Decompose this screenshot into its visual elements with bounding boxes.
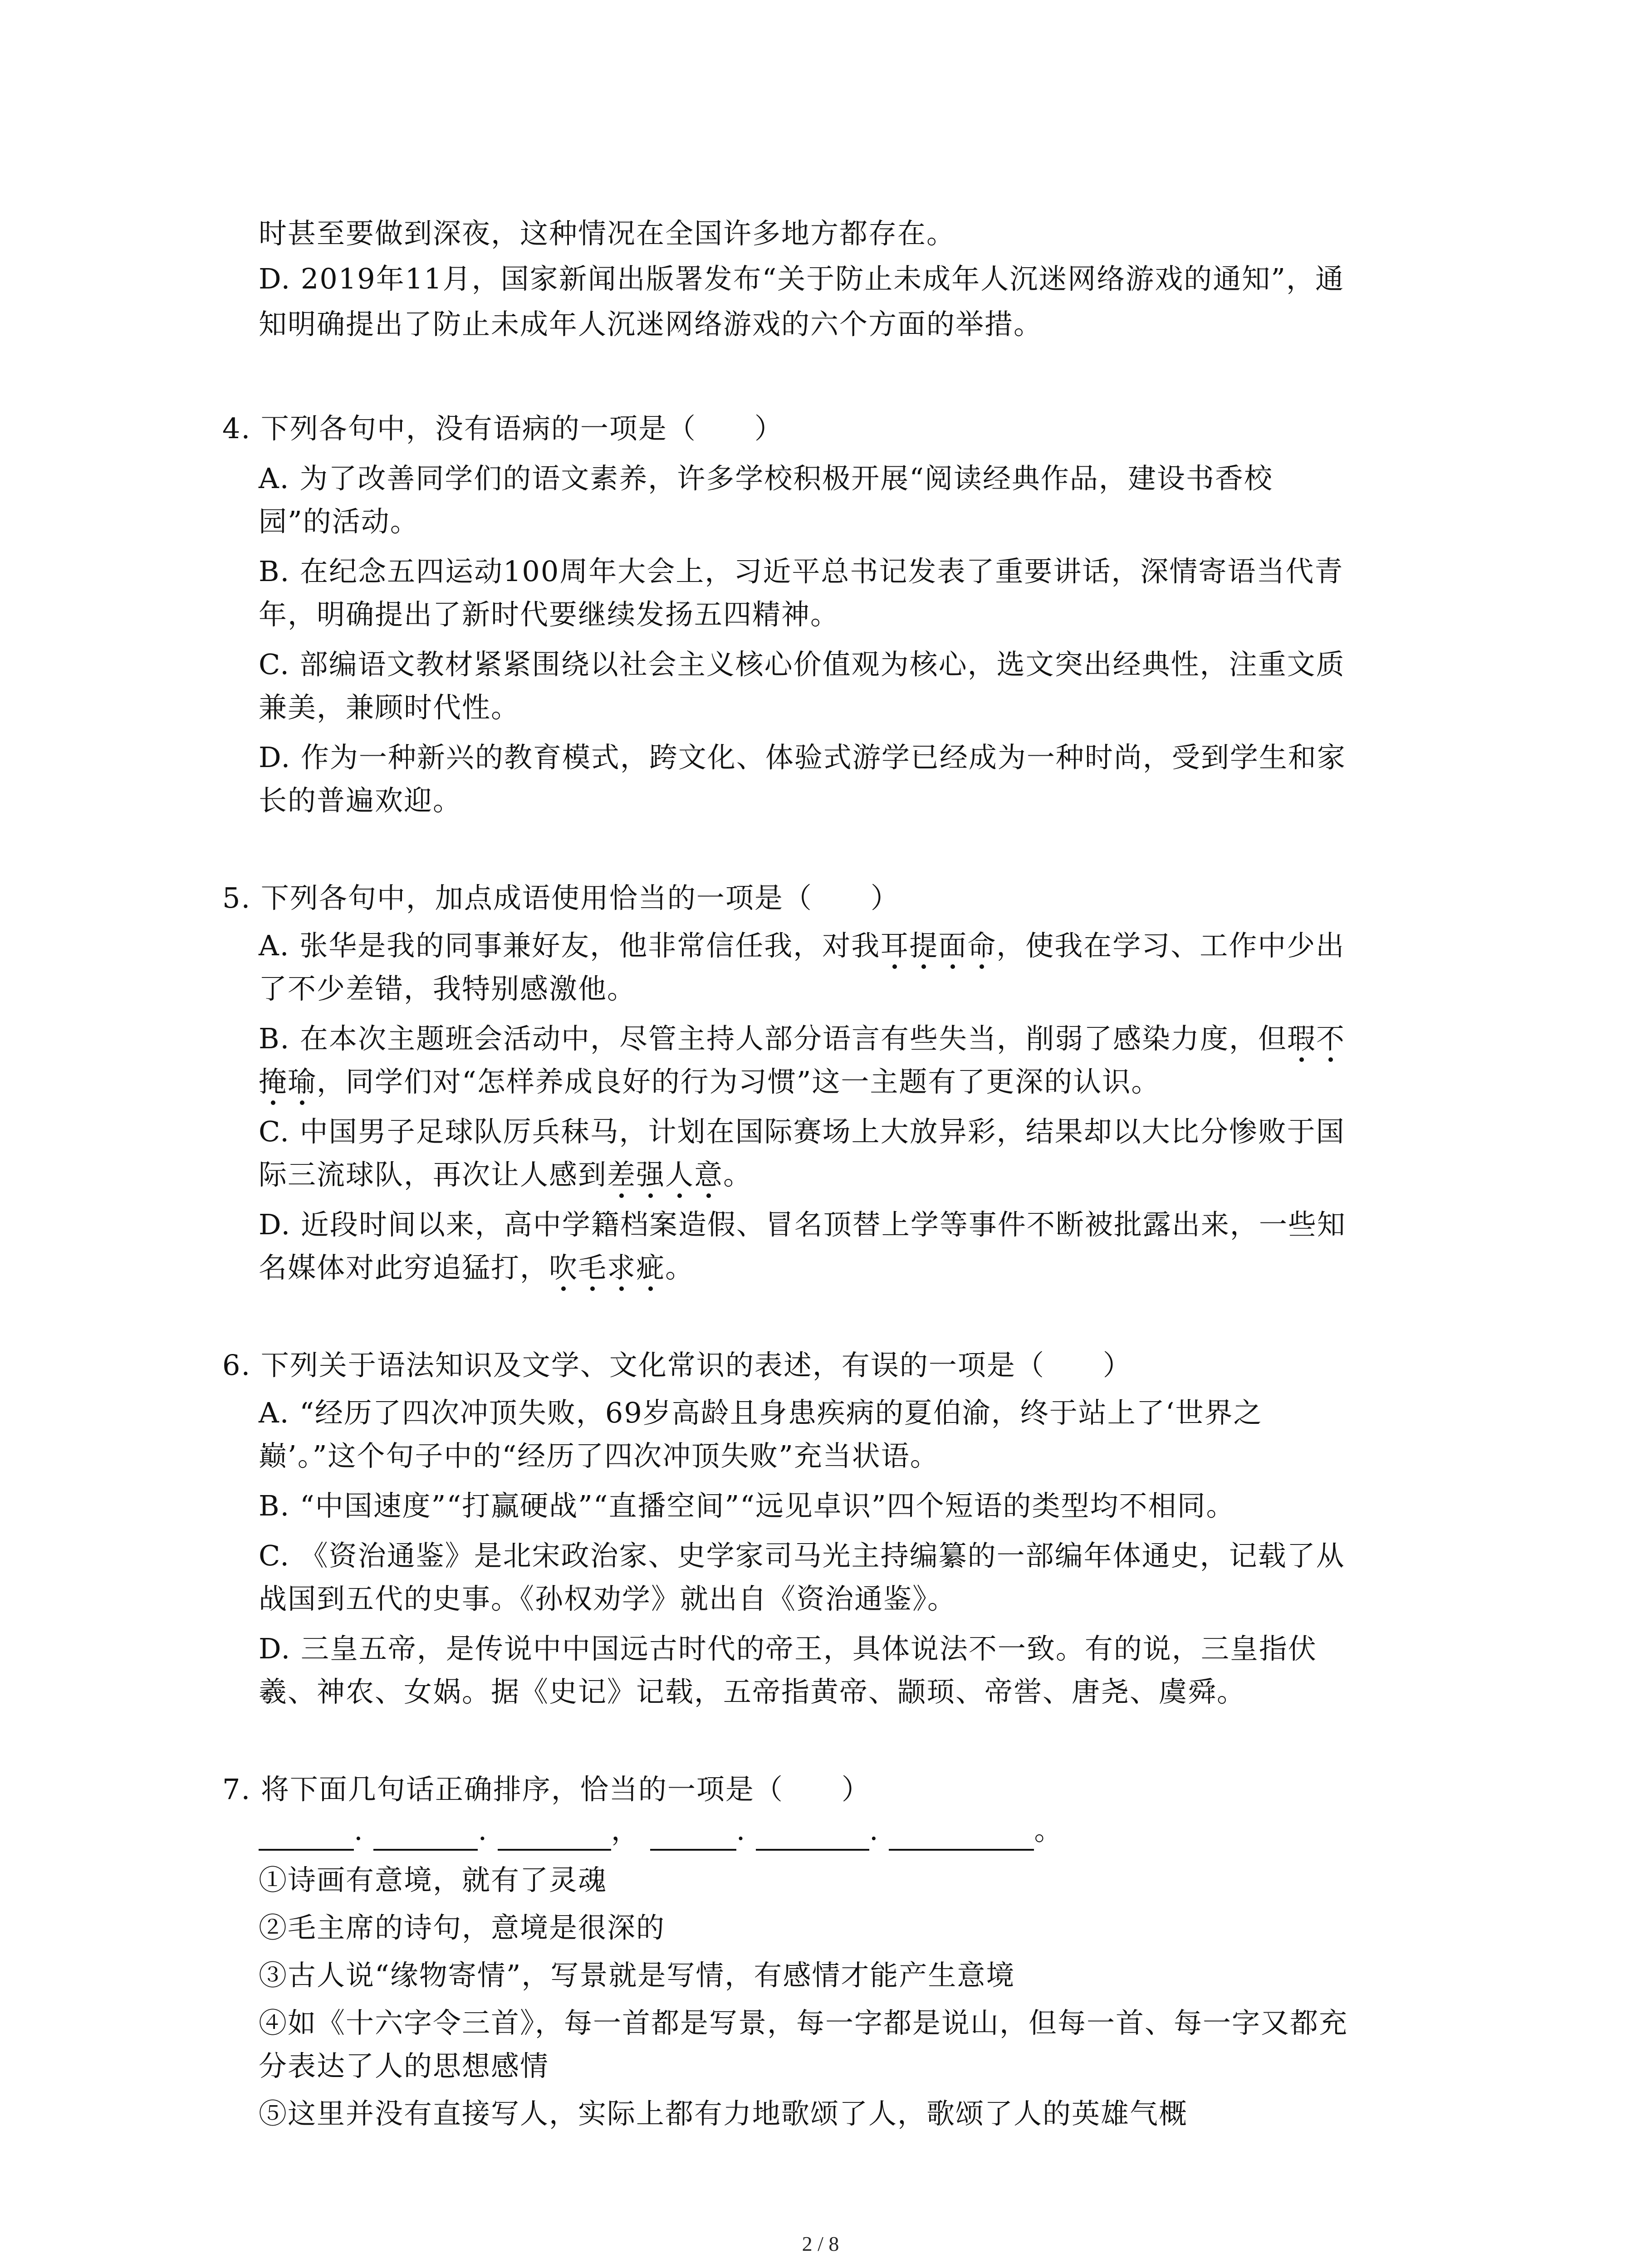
q6-option-d-line1: D. 三皇五帝，是传说中中国远古时代的帝王，具体说法不一致。有的说，三皇指伏: [259, 1632, 1317, 1665]
q5-option-a-line1: [259, 925, 1345, 966]
q7-sentence-5: ⑤这里并没有直接写人，实际上都有力地歌颂了人，歌颂了人的英雄气概: [259, 2097, 1188, 2130]
q5-a-text-pre: A. 张华是我的同事兼好友，他非常信任我，对我: [259, 929, 881, 962]
q7-sentence-4-line2: 分表达了人的思想感情: [259, 2049, 549, 2082]
q5-option-b-line1: [259, 1018, 1345, 1059]
q4-option-b-line2: 年，明确提出了新时代要继续发扬五四精神。: [259, 598, 840, 631]
q5-c-text-pre: 际三流球队，再次让人感到: [259, 1158, 607, 1191]
q4-option-a-line1: A. 为了改善同学们的语文素养，许多学校积极开展“阅读经典作品，建设书香校: [259, 462, 1273, 495]
q6-option-a-line2: 巅’。”这个句子中的“经历了四次冲顶失败”充当状语。: [259, 1439, 939, 1472]
q4-option-d-line1: D. 作为一种新兴的教育模式，跨文化、体验式游学已经成为一种时尚，受到学生和家: [259, 741, 1346, 774]
emphasis-char: 差: [607, 1154, 636, 1195]
q7-sentence-2: ②毛主席的诗句，意境是很深的: [259, 1911, 666, 1944]
page-number: 2 / 8: [802, 2232, 839, 2255]
answer-blank: [498, 1822, 611, 1851]
emphasis-char: 瑕: [1287, 1018, 1316, 1059]
answer-blank: [259, 1822, 354, 1851]
q7-sentence-4-line1: ④如《十六字令三首》，每一首都是写景，每一字都是说山，但每一首、每一字又都充: [259, 2006, 1348, 2039]
answer-blank: [889, 1822, 1034, 1851]
emphasis-char: 毛: [578, 1247, 607, 1288]
q5-d-text-post: 。: [665, 1251, 695, 1284]
emphasis-char: 耳: [880, 925, 909, 966]
emphasis-char: 命: [967, 925, 996, 966]
emphasis-char: 强: [636, 1154, 665, 1195]
q3-option-c-tail: 时甚至要做到深夜，这种情况在全国许多地方都存在。: [259, 217, 956, 250]
emphasis-char: 不: [1316, 1018, 1345, 1059]
answer-blank: [373, 1822, 478, 1851]
q4-option-b-line1: B. 在纪念五四运动100周年大会上，习近平总书记发表了重要讲话，深情寄语当代青: [259, 555, 1344, 588]
q5-option-d-line1: D. 近段时间以来，高中学籍档案造假、冒名顶替上学等事件不断被批露出来，一些知: [259, 1208, 1346, 1241]
q3-option-d-line2: 知明确提出了防止未成年人沉迷网络游戏的六个方面的举措。: [259, 308, 1043, 341]
q5-option-b-line2: [259, 1061, 1160, 1102]
q5-option-d-line2: [259, 1247, 694, 1288]
q6-option-a-line1: A. “经历了四次冲顶失败，69岁高龄且身患疾病的夏伯渝，终于站上了‘世界之: [259, 1396, 1263, 1429]
q5-b-text-pre: B. 在本次主题班会活动中，尽管主持人部分语言有些失当，削弱了感染力度，但: [259, 1022, 1287, 1055]
emphasis-char: 疵: [636, 1247, 665, 1288]
blank-separator: ，: [611, 1813, 640, 1847]
answer-blank: [756, 1822, 869, 1851]
blank-separator: .: [869, 1813, 879, 1847]
blank-separator: .: [736, 1813, 746, 1847]
q5-stem: 5. 下列各句中，加点成语使用恰当的一项是（ ）: [222, 881, 900, 914]
q5-b-text-post: ，同学们对“怎样养成良好的行为习惯”这一主题有了更深的认识。: [317, 1065, 1161, 1098]
q5-d-text-pre: 名媒体对此穷追猛打，: [259, 1251, 549, 1284]
emphasis-char: 意: [694, 1154, 723, 1195]
emphasis-char: 面: [938, 925, 967, 966]
q3-option-d-line1: D. 2019年11月，国家新闻出版署发布“关于防止未成年人沉迷网络游戏的通知”，通: [259, 262, 1344, 295]
q6-option-d-line2: 羲、神农、女娲。据《史记》记载，五帝指黄帝、颛顼、帝喾、唐尧、虞舜。: [259, 1675, 1246, 1708]
emphasis-char: 求: [607, 1247, 636, 1288]
blank-separator: .: [478, 1813, 488, 1847]
answer-blank: [650, 1822, 736, 1851]
q5-option-a-line2: 了不少差错，我特别感激他。: [259, 972, 637, 1005]
q5-c-text-post: 。: [723, 1158, 753, 1191]
q4-option-a-line2: 园”的活动。: [259, 505, 419, 538]
q5-a-text-post: ，使我在学习、工作中少出: [996, 929, 1345, 962]
blank-separator: 。: [1034, 1813, 1063, 1847]
q4-option-d-line2: 长的普遍欢迎。: [259, 784, 462, 817]
q4-stem: 4. 下列各句中，没有语病的一项是（ ）: [222, 412, 784, 445]
emphasis-char: 瑜: [288, 1061, 317, 1102]
emphasis-char: 掩: [259, 1061, 288, 1102]
q4-option-c-line2: 兼美，兼顾时代性。: [259, 691, 520, 724]
q6-option-c-line2: 战国到五代的史事。《孙权劝学》就出自《资治通鉴》。: [259, 1582, 957, 1615]
q7-answer-blanks: [259, 1810, 1063, 1851]
q5-option-c-line2: [259, 1154, 752, 1195]
q6-stem: 6. 下列关于语法知识及文学、文化常识的表述，有误的一项是（ ）: [222, 1349, 1132, 1382]
q7-sentence-3: ③古人说“缘物寄情”，写景就是写情，有感情才能产生意境: [259, 1959, 1015, 1992]
emphasis-char: 吹: [549, 1247, 578, 1288]
emphasis-char: 人: [665, 1154, 694, 1195]
q7-stem: 7. 将下面几句话正确排序，恰当的一项是（ ）: [222, 1773, 871, 1806]
q5-option-c-line1: C. 中国男子足球队厉兵秣马，计划在国际赛场上大放异彩，结果却以大比分惨败于国: [259, 1115, 1345, 1148]
emphasis-char: 提: [909, 925, 938, 966]
q6-option-c-line1: C. 《资治通鉴》是北宋政治家、史学家司马光主持编纂的一部编年体通史，记载了从: [259, 1539, 1345, 1572]
blank-separator: .: [354, 1813, 364, 1847]
q4-option-c-line1: C. 部编语文教材紧紧围绕以社会主义核心价值观为核心，选文突出经典性，注重文质: [259, 648, 1345, 681]
q7-sentence-1: ①诗画有意境，就有了灵魂: [259, 1863, 607, 1897]
q6-option-b-line1: B. “中国速度”“打赢硬战”“直播空间”“远见卓识”四个短语的类型均不相同。: [259, 1489, 1235, 1522]
